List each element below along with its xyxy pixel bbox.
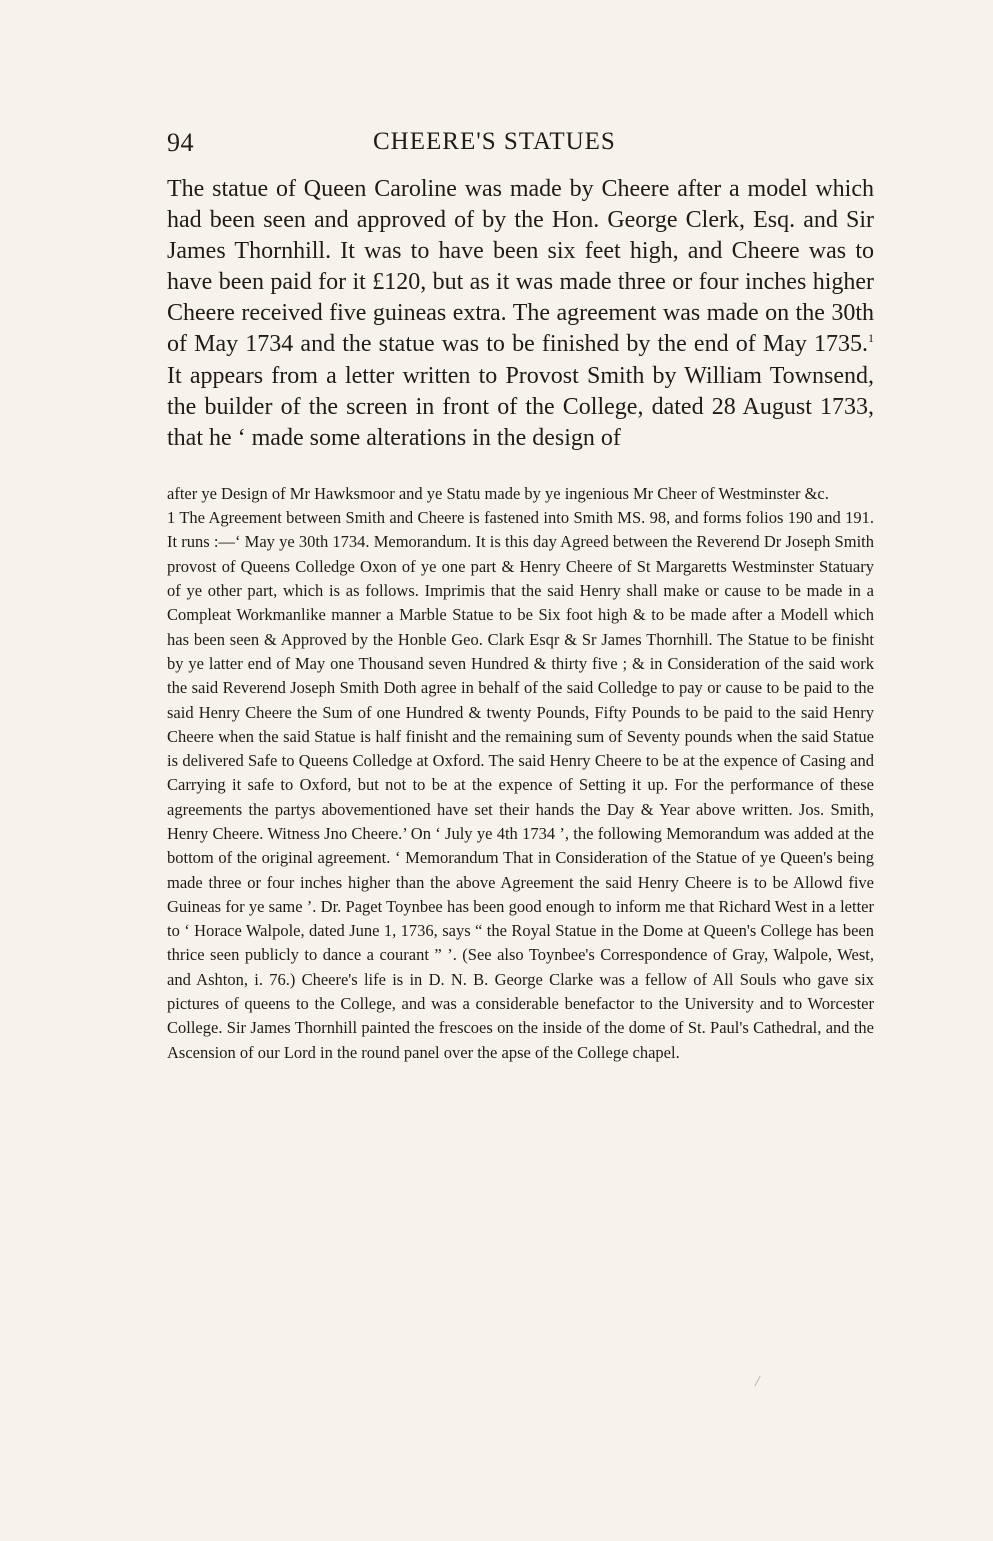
- footnote-1: 1 The Agreement between Smith and Cheere is fastened into Smith MS. 98, and forms folios 190 and 191. It runs :—‘ May ye 30th 1734. Memorandum. It is this day Agreed between the Reverend Dr Joseph Smith provost of Queens Colledge Oxon of ye one part & Henry Cheere of St Margaretts Westminster Statuary of ye other part, which is as follows. Imprimis that the said Henry shall make or cause to be made in a Compleat Workmanlike manner a Marble Statue to be Six foot high & to be made after a Modell which has been seen & Approved by the Honble Geo. Clark Esqr & Sr James Thornhill. The Statue to be finisht by ye latter end of May one Thousand seven Hundred & thirty five ; & in Consideration of the said work the said Reverend Joseph Smith Doth agree in behalf of the said Colledge to pay or cause to be paid to the said Henry Cheere the Sum of one Hundred & twenty Pounds, Fifty Pounds to be paid to the said Henry Cheere when the said Statue is half finisht and the remaining sum of Seventy pounds when the said Statue is delivered Safe to Queens Colledge at Oxford. The said Henry Cheere to be at the expence of Casing and Carrying it safe to Oxford, but not to be at the expence of Setting it up. For the performance of these agreements the partys abovementioned have set their hands the Day & Year above written. Jos. Smith, Henry Cheere. Witness Jno Cheere.’ On ‘ July ye 4th 1734 ’, the following Memorandum was added at the bottom of the original agreement. ‘ Memorandum That in Consideration of the Statue of ye Queen's being made three or four inches higher than the above Agreement the said Henry Cheere is to be Allowd five Guineas for ye same ’. Dr. Paget Toynbee has been good enough to inform me that Richard West in a letter to ‘ Horace Walpole, dated June 1, 1736, says “ the Royal Statue in the Dome at Queen's College has been thrice seen publicly to dance a courant ” ’. (See also Toynbee's Correspondence of Gray, Walpole, West, and Ashton, i. 76.) Cheere's life is in D. N. B. George Clarke was a fellow of All Souls who gave six pictures of queens to the College, and was a considerable benefactor to the University and to Worcester College. Sir James Thornhill painted the frescoes on the inside of the dome of St. Paul's Cathedral, and the Ascension of our Lord in the round panel over the apse of the College chapel.: [167, 508, 874, 1062]
- page-number: 94: [167, 128, 194, 157]
- stray-mark: [754, 1375, 761, 1386]
- footnote-reference: 1: [868, 331, 874, 346]
- main-paragraph-continued: It appears from a letter written to Provost Smith by William Townsend, the builder of the screen in front of the College, dated 28 August 1733, that he ‘ made some alterations in the design of: [167, 362, 874, 451]
- main-paragraph-text: The statue of Queen Caroline was made by Cheere after a model which had been seen and approved of by the Hon. George Clerk, Esq. and Sir James Thornhill. It was to have been six feet high, and Cheere was to have been paid for it £120, but as it was made three or four inches higher Cheere received five guineas extra. The agreement was made on the 30th of May 1734 and the statue was to be finished by the end of May 1735.: [167, 176, 874, 358]
- main-paragraph: [167, 174, 874, 454]
- book-page: [167, 128, 874, 1065]
- page-header: [167, 128, 874, 162]
- running-title: CHEERE'S STATUES: [373, 128, 616, 155]
- continued-note: after ye Design of Mr Hawksmoor and ye Statu made by ye ingenious Mr Cheer of Westminster &c.: [167, 483, 829, 503]
